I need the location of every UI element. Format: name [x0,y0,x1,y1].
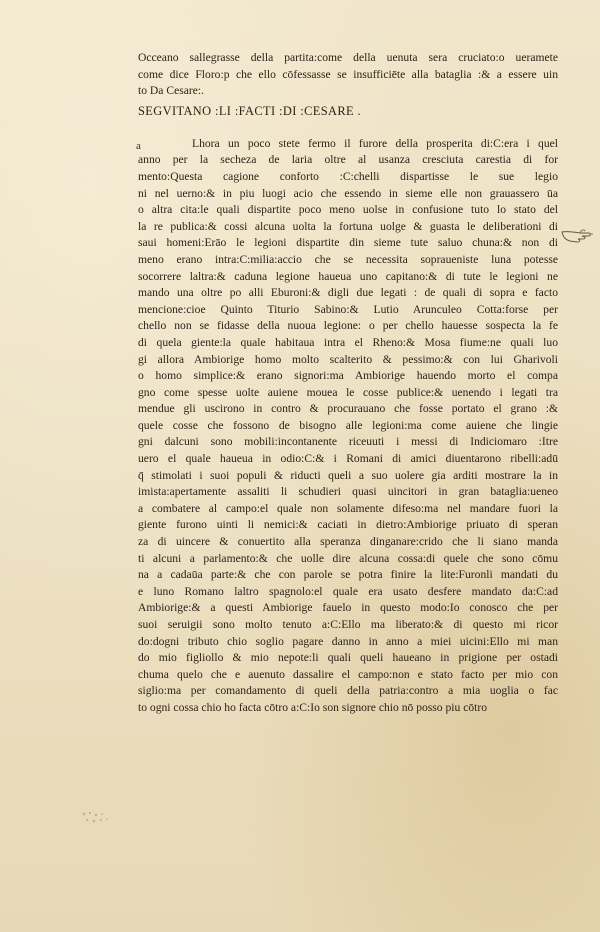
text-line: do:dogni tributo chio soglio pagare danno in anno a miei uicini:Ello mi man [138,634,558,648]
text-line: ti alcuni a parlamento:& che uolle dire alcuna cossa:di quele che sono cōmu [138,551,558,565]
guide-letter: a [136,140,141,152]
text-line: mento:Questa cagione conforto :C:chelli dispartisse le sue legio [138,169,558,183]
text-line: o altra cita:le quali dispartite poco meno uolse in confusione tuto lo stato del [138,203,558,217]
text-line: q̄ stimolati i suoi populi & riducti queli a suo uolere gia arditi mostrare la in [138,468,558,482]
text-line: na a cadaūa parte:& che con parole se potra finire la lite:Furonli mandati du [138,568,558,582]
text-line: Lhora un poco stete fermo il furore della prosperita di:C:era i quel [192,136,558,150]
text-line: a combatere al campo:el quale non solamente difeso:ma nel mandare fuori la [138,501,558,515]
text-line: quele cosse che fossono de bisogno alle legioni:ma come auiene che lingie [138,418,558,432]
text-line: mendue gli uscirono in contro & procurauano che fosse portato el grano :& [138,402,558,416]
text-line: o homo simplice:& erano signori:ma Ambiorige hauendo morto el compa [138,369,558,383]
text-line: Ambiorige:& a questi Ambiorige fauelo in questo modo:Io conosco che per [138,601,558,615]
text-line: mencione:cioe Quinto Titurio Sabino:& Lutio Arunculeo Cotta:forse per [138,302,558,316]
text-block [138,50,558,717]
text-line: anno per la secheza de laria oltre al usanza cresciuta carestia di for [138,153,558,167]
text-line: ni nel uerno:& in piu luogi acio che essendo in sieme elle non grauassero ūa [138,186,558,200]
text-line: e luno Romano laltro spagnolo:el quale era usato desfere mandato da:C:ad [138,584,558,598]
text-line: suoi seruigii sono molto tenuto a:C:Ello ma liberato:& di questo mi ricor [138,618,558,631]
text-line: imista:apertamente assaliti li schudieri quasi uincitori in gran bataglia:ueneo [138,485,558,499]
text-line: gni dalcuni sono mobili:incontanente riceuuti i messi di Indiciomaro :Itre [138,435,558,449]
text-line: gi allora Ambiorige homo molto scalterito & pessimo:& con lui Gharivoli [138,352,558,366]
text-line: to Da Cesare:. [138,84,204,98]
text-line: la re publica:& cossi alcuna uolta la fortuna uolge & guasta le deliberationi di [138,219,558,233]
text-line: do mio figliollo & mio nepote:li quali queli haueano in prigione per ostadi [138,651,558,665]
library-stamp-icon [78,808,112,828]
chapter-heading: SEGVITANO :LI :FACTI :DI :CESARE . [138,103,362,118]
text-line: za di uincere & conuertito alla speranza dinganare:crido che li siano manda [138,535,558,549]
text-line: Occeano sallegrasse della partita:come della uenuta sera cruciato:o ueramete [138,51,558,64]
text-line: to ogni cossa chio ho facta cōtro a:C:Io son signore chio nō posso piu cōtro [138,700,488,714]
text-line: socorrere laltra:& caduna legione haueua uno capitano:& di tute le legioni ne [138,269,558,283]
text-line: meno erano intra:C:milia:accio che se necessita sopraueniste luna potesse [138,252,558,266]
text-line: uero el quale haueua in odio:C:& i Romani di amici diuentarono ribelli:adū [138,452,558,466]
text-line: giente furono uinti li nemici:& caciati in dietro:Ambiorige priuato di speran [138,518,558,532]
text-line: di quela giente:la quale habitaua intra el Rheno:& Mosa fiume:ne quali luo [138,335,558,349]
text-line: chello non se fidasse della nuoua legione: o per chello hauesse sospecta la fe [138,319,558,333]
main-paragraph [138,136,558,717]
text-line: gno come spesse uolte auiene mouea le cosse publice:& uenendo i legati tra [138,385,558,399]
text-line: siglio:ma per comandamento di queli della patria:contro a mia uoglia o fac [138,684,558,698]
manicule-icon [560,224,594,246]
text-line: chuma quelo che e auenuto dassalire el campo:non e stato facto per mio con [138,667,558,681]
text-line: come dice Floro:p che ello cōfessasse se insufficiēte alla bataglia :& a essere uin [138,67,558,81]
text-line: saui homeni:Erāo le legioni dispartite din sieme tute saluo chuna:& non di [138,236,558,250]
text-line: mando una oltre po alli Eburoni:& digli due legati : de quali di sopra e facto [138,286,558,300]
